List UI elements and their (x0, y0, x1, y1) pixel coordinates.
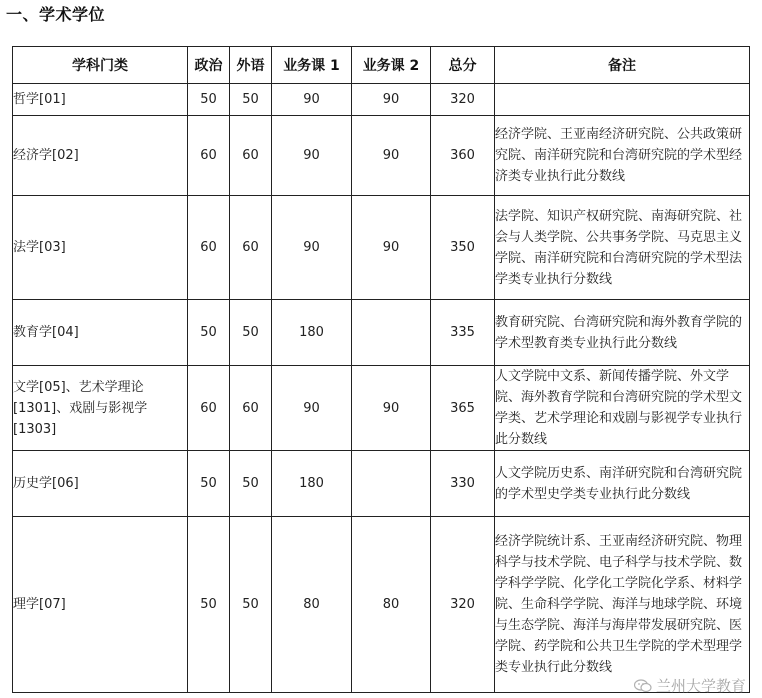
watermark-text: 兰州大学教育 (655, 677, 746, 695)
total-cell: 350 (431, 196, 495, 300)
course1-cell: 180 (272, 300, 352, 366)
politics-cell: 50 (188, 451, 230, 517)
course1-cell: 180 (272, 451, 352, 517)
note-cell: 经济学院统计系、王亚南经济研究院、物理科学与技术学院、电子科学与技术学院、数学科学学院、化学化工学院化学系、材料学院、生命科学学院、海洋与地球学院、环境与生态学院、海洋与海岸带发展研究院、医学院、药学院和公共卫生学院的学术型理学类专业执行此分数线 (495, 517, 750, 693)
total-cell: 320 (431, 84, 495, 116)
header-discipline: 学科门类 (13, 47, 188, 84)
header-total: 总分 (431, 47, 495, 84)
discipline-cell: 教育学[04] (13, 300, 188, 366)
discipline-cell: 法学[03] (13, 196, 188, 300)
total-cell: 335 (431, 300, 495, 366)
politics-cell: 60 (188, 196, 230, 300)
watermark (634, 675, 746, 696)
course2-cell (352, 451, 431, 517)
table-row (13, 366, 750, 451)
score-table (12, 46, 750, 693)
politics-cell: 60 (188, 366, 230, 451)
header-language: 外语 (230, 47, 272, 84)
discipline-cell: 哲学[01] (13, 84, 188, 116)
table-header-row (13, 47, 750, 84)
header-politics: 政治 (188, 47, 230, 84)
language-cell: 50 (230, 451, 272, 517)
course1-cell: 90 (272, 366, 352, 451)
table-row (13, 451, 750, 517)
language-cell: 50 (230, 300, 272, 366)
note-cell: 法学院、知识产权研究院、南海研究院、社会与人类学院、公共事务学院、马克思主义学院、南洋研究院和台湾研究院的学术型法学类专业执行分数线 (495, 196, 750, 300)
discipline-cell: 历史学[06] (13, 451, 188, 517)
course1-cell: 80 (272, 517, 352, 693)
politics-cell: 50 (188, 517, 230, 693)
table-row (13, 517, 750, 693)
note-cell: 教育研究院、台湾研究院和海外教育学院的学术型教育类专业执行此分数线 (495, 300, 750, 366)
course1-cell: 90 (272, 84, 352, 116)
wechat-icon (634, 679, 652, 693)
header-note: 备注 (495, 47, 750, 84)
language-cell: 50 (230, 517, 272, 693)
politics-cell: 60 (188, 116, 230, 196)
course2-cell (352, 300, 431, 366)
politics-cell: 50 (188, 84, 230, 116)
table-row (13, 196, 750, 300)
language-cell: 60 (230, 116, 272, 196)
course2-cell: 90 (352, 366, 431, 451)
total-cell: 330 (431, 451, 495, 517)
header-course2: 业务课 2 (352, 47, 431, 84)
course2-cell: 80 (352, 517, 431, 693)
language-cell: 50 (230, 84, 272, 116)
course1-cell: 90 (272, 196, 352, 300)
discipline-cell: 经济学[02] (13, 116, 188, 196)
note-cell: 经济学院、王亚南经济研究院、公共政策研究院、南洋研究院和台湾研究院的学术型经济类专业执行此分数线 (495, 116, 750, 196)
course2-cell: 90 (352, 196, 431, 300)
note-cell: 人文学院历史系、南洋研究院和台湾研究院的学术型史学类专业执行此分数线 (495, 451, 750, 517)
course2-cell: 90 (352, 116, 431, 196)
note-cell (495, 84, 750, 116)
discipline-cell: 理学[07] (13, 517, 188, 693)
course2-cell: 90 (352, 84, 431, 116)
table-row (13, 300, 750, 366)
total-cell: 320 (431, 517, 495, 693)
total-cell: 365 (431, 366, 495, 451)
total-cell: 360 (431, 116, 495, 196)
language-cell: 60 (230, 196, 272, 300)
discipline-cell: 文学[05]、艺术学理论[1301]、戏剧与影视学[1303] (13, 366, 188, 451)
header-course1: 业务课 1 (272, 47, 352, 84)
language-cell: 60 (230, 366, 272, 451)
table-row (13, 84, 750, 116)
table-row (13, 116, 750, 196)
course1-cell: 90 (272, 116, 352, 196)
note-cell: 人文学院中文系、新闻传播学院、外文学院、海外教育学院和台湾研究院的学术型文学类、艺术学理论和戏剧与影视学专业执行此分数线 (495, 366, 750, 451)
politics-cell: 50 (188, 300, 230, 366)
section-heading: 一、学术学位 (6, 5, 106, 24)
